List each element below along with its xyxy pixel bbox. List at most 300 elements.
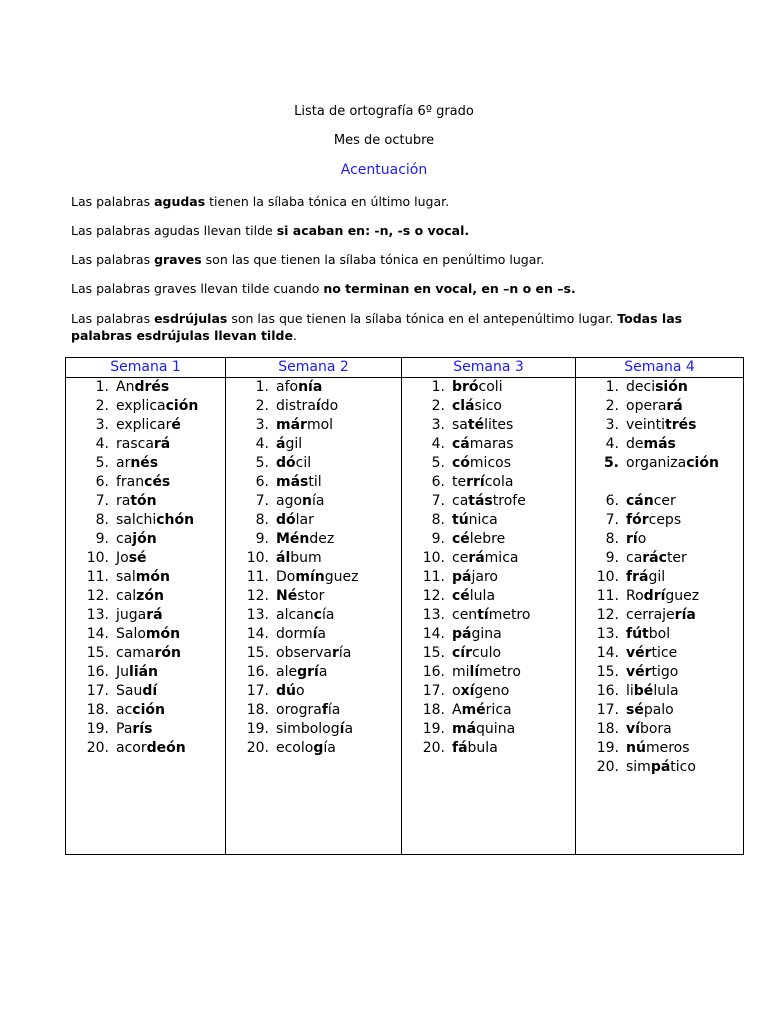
bold-text-run: cés [144,474,171,490]
list-item-word [626,758,696,777]
bold-text-run: si acaban en: -n, -s o vocal. [276,223,470,238]
list-item [576,511,743,530]
text-run: ía [323,740,336,756]
list-item-word [626,378,688,397]
list-item-number: 1. [255,379,269,395]
bold-text-run: tás [468,493,493,509]
bold-text-run: rá [153,436,171,452]
table-header-row [66,358,744,378]
bold-text-run: é [171,417,181,433]
list-item [576,720,743,739]
text-run: dez [309,531,335,547]
list-item-number: 11. [246,569,269,585]
list-item [576,758,743,777]
text-run: quina [476,721,516,737]
word-column-semana-4 [576,378,744,855]
list-item-number: 13. [246,607,269,623]
text-run: culo [472,645,502,661]
text-run: deci [626,379,656,395]
list-item-word [452,606,530,625]
text-run: opera [626,398,667,414]
list-item [226,663,401,682]
list-item-word [626,530,646,549]
bold-text-run: dí [142,683,158,699]
list-item-word [626,682,679,701]
list-item [402,587,575,606]
text-run: Las palabras [71,194,155,209]
bold-text-run: fút [626,626,649,642]
bold-text-run: drés [134,379,170,395]
list-item-number: 15. [86,645,109,661]
text-run: ía [338,645,352,661]
list-item-number: 20. [596,759,619,775]
text-run: explicar [116,417,172,433]
list-item-number: 16. [596,683,619,699]
bold-text-run: más [643,436,676,452]
bold-text-run: más [276,474,309,490]
list-item [576,378,743,397]
paragraph-graves-definition [71,251,711,268]
bold-text-run: bró [452,379,479,395]
paragraph-graves-rule [71,280,711,297]
text-run: ago [276,493,303,509]
list-item [402,549,575,568]
text-run: cerraje [626,607,675,623]
list-item-word [452,644,501,663]
list-item-number: 16. [86,664,109,680]
list-item [402,625,575,644]
list-item-word [626,720,672,739]
list-item-number: 6. [431,474,445,490]
list-item [226,397,401,416]
list-item-word [276,663,327,682]
list-item-word [452,473,513,492]
list-item-number: 10. [596,569,619,585]
list-item [66,530,225,549]
list-item [576,587,743,606]
text-run: guez [665,588,700,604]
list-item-number: 17. [596,702,619,718]
bold-text-run: esdrújulas [154,311,228,326]
text-run: observa [276,645,332,661]
text-run: bula [467,740,498,756]
list-item [402,397,575,416]
list-item-number: 18. [246,702,269,718]
bold-text-run: rón [154,645,181,661]
text-run: explica [116,398,166,414]
list-item-word [116,454,158,473]
text-run: o [296,683,305,699]
bold-text-run: nía [298,379,323,395]
text-run: palo [643,702,674,718]
paragraph-esdrujulas [71,310,711,344]
bold-text-run: cán [626,493,654,509]
text-run: rica [485,702,512,718]
list-item [576,682,743,701]
list-item-word [276,435,302,454]
text-run: juga [116,607,147,623]
paragraph-agudas-rule [71,222,711,239]
text-run: sal [116,569,136,585]
word-list-semana-4 [576,378,743,777]
bold-text-run: bé [633,683,654,699]
text-run: a [317,626,327,642]
list-item-word [626,644,677,663]
text-run: ce [452,550,469,566]
list-item-number: 16. [422,664,445,680]
list-item-number: 14. [86,626,109,642]
list-item-word [116,587,164,606]
list-item-word [276,720,353,739]
list-item [402,416,575,435]
list-item [66,587,225,606]
text-run: fran [116,474,145,490]
list-item-word [116,397,198,416]
list-item [402,720,575,739]
list-item [226,454,401,473]
list-item-word [626,549,687,568]
text-run: coli [478,379,503,395]
list-item [402,435,575,454]
list-item-word [452,492,526,511]
text-run: simbolog [276,721,340,737]
text-run: te [452,474,467,490]
list-item-number: 2. [605,398,619,414]
list-item [576,644,743,663]
list-item-number: 7. [605,512,619,528]
list-item [66,568,225,587]
list-item-word [276,397,338,416]
list-item-number: 15. [422,645,445,661]
text-run: ceps [648,512,682,528]
text-run: ca [116,531,133,547]
text-run: ra [116,493,131,509]
list-item-number: 7. [431,493,445,509]
list-item [402,378,575,397]
list-item-number: 10. [246,550,269,566]
list-item-number: 17. [422,683,445,699]
list-item [402,644,575,663]
bold-text-run: graves [154,252,202,267]
list-item-word [116,549,147,568]
list-item-number: 4. [95,436,109,452]
text-run: cen [452,607,478,623]
bold-text-run: á [276,436,286,452]
bold-text-run: dú [276,683,296,699]
list-item-word [452,397,502,416]
text-run: bum [290,550,322,566]
list-item-number: 4. [255,436,269,452]
list-item [576,568,743,587]
list-item-word [626,492,676,511]
list-item-number: 12. [86,588,109,604]
bold-text-run: grí [297,664,319,680]
list-item-word [116,530,157,549]
text-run: o [452,683,461,699]
text-run: geno [474,683,510,699]
list-item-number: 13. [596,626,619,642]
list-item [226,511,401,530]
bold-text-run: ción [165,398,199,414]
list-item [226,625,401,644]
bold-text-run: mé [461,702,486,718]
bold-text-run: rí [626,531,638,547]
list-item-number: 6. [255,474,269,490]
list-item-word [116,492,157,511]
text-run: ca [626,550,643,566]
bold-text-run: c [313,607,322,623]
text-run: nica [468,512,498,528]
list-item-number: 17. [86,683,109,699]
list-item-word [452,530,505,549]
bold-text-run: tón [130,493,157,509]
list-item-word [116,739,186,758]
list-item [402,511,575,530]
bold-text-run: clá [452,398,475,414]
text-run: organiza [626,455,687,471]
list-item-word [626,701,674,720]
list-item-number: 8. [605,531,619,547]
bold-text-run: cé [452,531,470,547]
list-item-word [626,606,696,625]
list-item-number: 9. [95,531,109,547]
text-run: son las que tienen la sílaba tónica en el antepenúltimo lugar. [227,311,618,326]
bold-text-run: xí [460,683,475,699]
list-item [226,549,401,568]
list-item-word [116,473,170,492]
text-run: gil [285,436,303,452]
list-item-word [452,378,503,397]
list-item-number: 11. [596,588,619,604]
bold-text-run: f [321,702,328,718]
bold-text-run: ál [276,550,291,566]
list-item [66,720,225,739]
bold-text-run: nú [626,740,646,756]
bold-text-run: fór [626,512,649,528]
bold-text-run: rác [642,550,667,566]
bold-text-run: deón [146,740,186,756]
list-item-number: 7. [95,493,109,509]
list-item-word [276,587,324,606]
list-item-number: 3. [95,417,109,433]
text-run: a [344,721,354,737]
bold-text-run: agudas [154,194,206,209]
bold-text-run: nés [130,455,159,471]
list-item-word [276,644,351,663]
list-item-word [116,606,163,625]
bold-text-run: rá [146,607,163,623]
list-item [66,701,225,720]
list-item-number: 12. [246,588,269,604]
bold-text-run: ría [674,607,696,623]
bold-text-run: jón [132,531,157,547]
list-item [576,454,743,473]
list-item [226,587,401,606]
list-item [66,663,225,682]
list-item-number: 17. [246,683,269,699]
list-item-word [116,378,169,397]
bold-text-run: dó [276,455,296,471]
list-item-word [276,606,334,625]
text-run: Las palabras agudas llevan tilde [71,223,277,238]
list-item-number: 3. [605,417,619,433]
text-run: Las palabras [71,252,155,267]
bold-text-run: pá [650,759,671,775]
bold-text-run: Todas las palabras esdrújulas llevan tilde [71,311,683,343]
list-item-number: 14. [422,626,445,642]
list-item-word [276,416,333,435]
list-item-number: 2. [431,398,445,414]
column-header-semana-1: Semana 1 [66,358,226,378]
bold-text-run: món [135,569,170,585]
list-item-number: 1. [431,379,445,395]
list-item-word [452,720,515,739]
bold-text-run: í [312,626,318,642]
list-item [576,606,743,625]
list-item-number: 5. [603,455,619,471]
list-item [66,473,225,492]
text-run: cil [295,455,312,471]
list-item-word [452,682,509,701]
list-item [576,492,743,511]
bold-text-run: pá [452,626,472,642]
list-item-number: 13. [86,607,109,623]
list-item-number: 8. [431,512,445,528]
list-item [576,663,743,682]
word-column-semana-2 [226,378,402,855]
bold-text-run: món [145,626,181,642]
bold-text-run: drí [643,588,666,604]
list-item [66,378,225,397]
list-item-number: 2. [95,398,109,414]
list-item [226,568,401,587]
bold-text-run: tí [477,607,489,623]
text-run: alcan [276,607,314,623]
column-header-semana-4: Semana 4 [576,358,744,378]
list-item-word [626,568,665,587]
text-run: Jo [116,550,129,566]
list-item [402,701,575,720]
list-item [576,549,743,568]
list-item [402,473,575,492]
list-item-word [626,511,681,530]
list-item-number: 20. [422,740,445,756]
list-item-number: 5. [95,455,109,471]
list-item [402,663,575,682]
text-run: cal [116,588,137,604]
list-item [576,701,743,720]
list-item-word [626,587,699,606]
list-item-word [626,397,683,416]
text-run: lites [484,417,514,433]
bold-text-run: rís [132,721,153,737]
bold-text-run: rá [468,550,485,566]
word-list-semana-2 [226,378,401,758]
list-item [226,435,401,454]
list-item-word [452,625,502,644]
list-item-word [276,549,322,568]
bold-text-run: cá [452,436,470,452]
text-run: li [626,683,634,699]
list-item [402,530,575,549]
text-run: bora [639,721,672,737]
bold-text-run: vér [626,664,652,680]
bold-text-run: có [452,455,470,471]
list-item-word [276,378,322,397]
text-run: . [292,328,297,343]
text-run: metro [479,664,521,680]
list-item-number: 19. [422,721,445,737]
text-run: ecolo [276,740,314,756]
list-item [66,416,225,435]
text-run: ca [452,493,469,509]
list-item-number: 14. [246,626,269,642]
document-title: Lista de ortografía 6º grado [294,104,474,119]
text-run: tienen la sílaba tónica en último lugar. [205,194,450,209]
list-item-number: 12. [596,607,619,623]
list-item [226,682,401,701]
list-item [66,549,225,568]
list-item [402,492,575,511]
text-run: Salo [116,626,146,642]
bold-text-run: chón [156,512,195,528]
list-item [576,625,743,644]
list-item-word [452,587,495,606]
bold-text-run: n [302,493,312,509]
bold-text-run: lí [469,664,480,680]
list-item [576,416,743,435]
list-item [226,644,401,663]
text-run: acor [116,740,147,756]
list-item [66,682,225,701]
list-item-word [276,530,334,549]
list-item-number: 14. [596,645,619,661]
list-item-number: 18. [86,702,109,718]
list-item [66,435,225,454]
bold-text-run: no terminan en vocal, en –n o en –s. [323,281,576,296]
text-run: ter [666,550,687,566]
text-run: gina [471,626,502,642]
word-list-semana-3 [402,378,575,758]
list-item-number: 19. [596,740,619,756]
bold-text-run: má [452,721,477,737]
list-item-word [276,473,322,492]
text-run: lula [653,683,679,699]
bold-text-run: í [339,721,345,737]
bold-text-run: sé [626,702,644,718]
list-item-number: 2. [255,398,269,414]
bold-text-run: ción [132,702,165,718]
text-run: Ro [626,588,644,604]
bold-text-run: Mén [276,531,310,547]
list-item-number: 12. [422,588,445,604]
text-run: mi [452,664,470,680]
list-item-number: 4. [431,436,445,452]
list-item [66,511,225,530]
bold-text-run: trés [665,417,697,433]
list-item-number: 8. [255,512,269,528]
list-item [402,739,575,758]
list-item-word [116,435,170,454]
bold-text-run: sé [128,550,147,566]
list-item-number: 19. [246,721,269,737]
list-item [226,739,401,758]
bold-text-run: r [331,645,339,661]
list-item-number: 9. [605,550,619,566]
list-item-number: 13. [422,607,445,623]
list-item [226,416,401,435]
list-item-word [452,663,521,682]
